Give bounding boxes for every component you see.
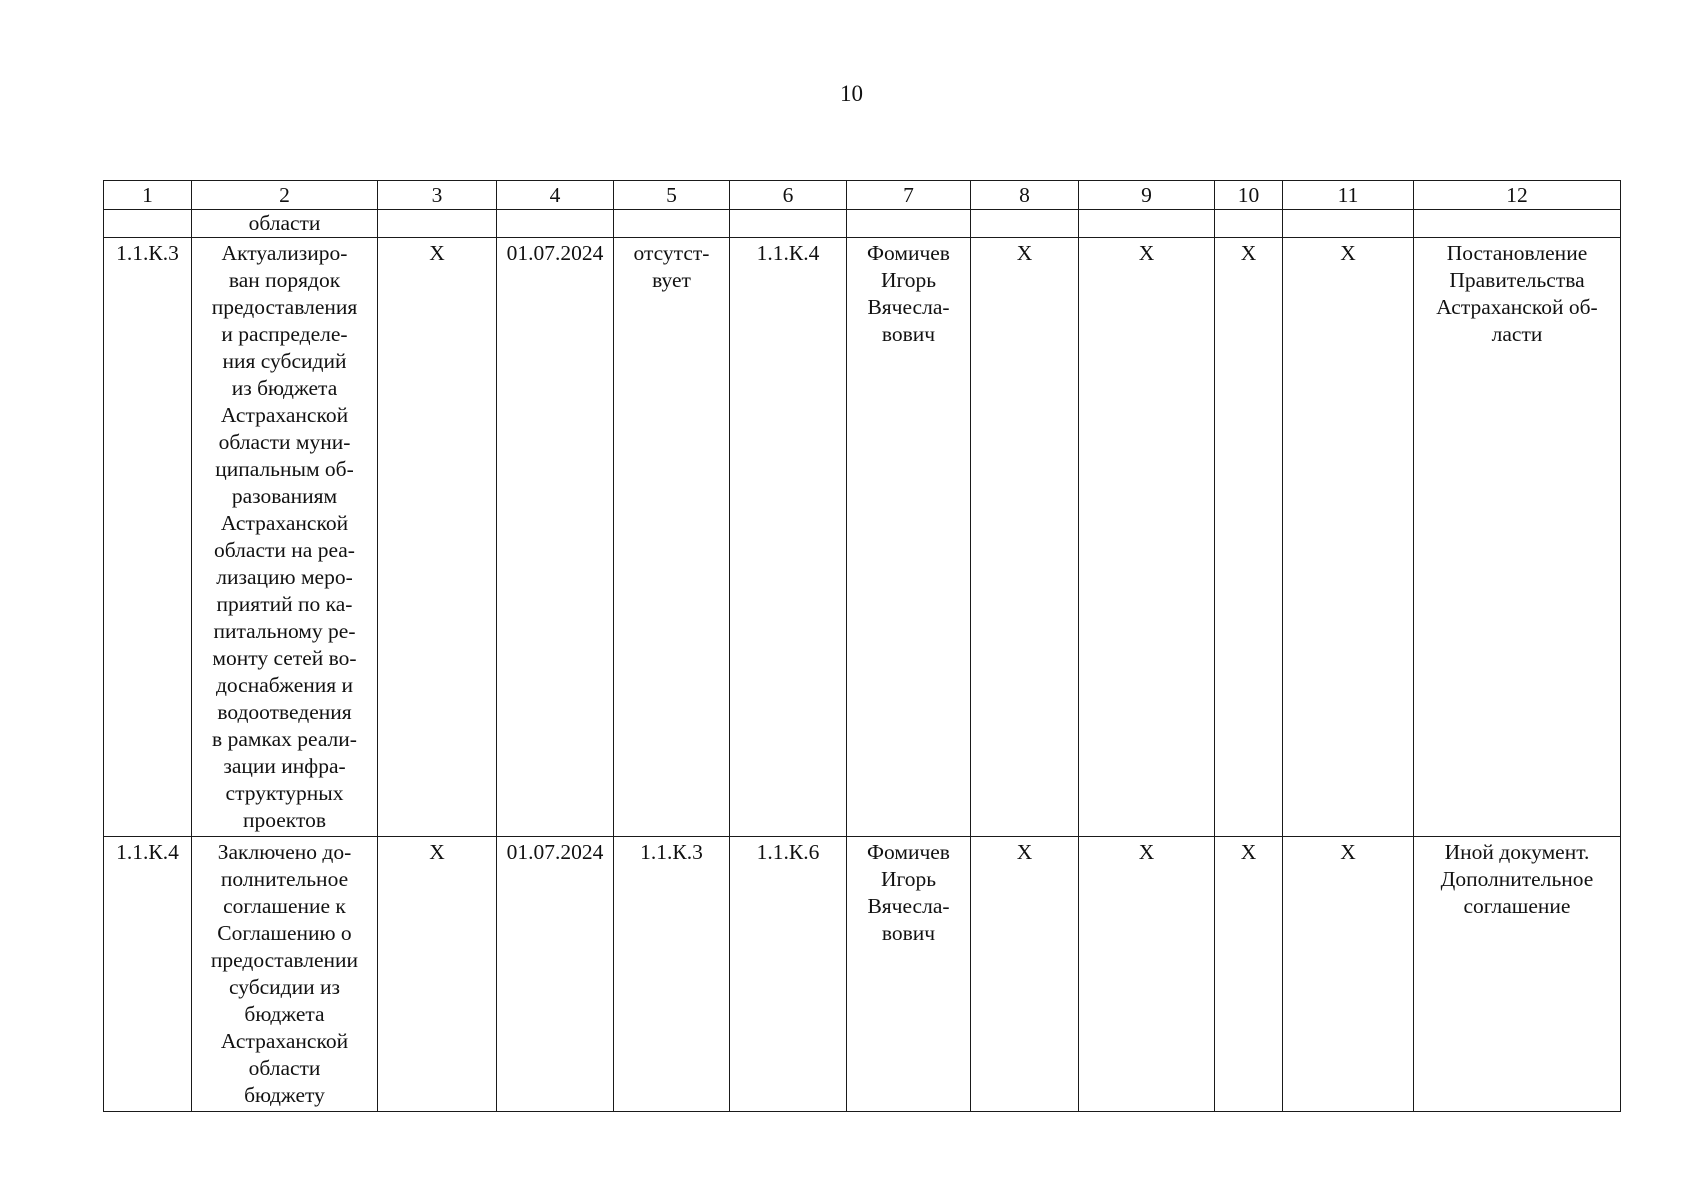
column-number-header: 9	[1079, 181, 1215, 210]
column-number-header-row	[104, 181, 1621, 210]
document-type: Иной документ. Дополнительное соглашение	[1414, 837, 1621, 1112]
row-id: 1.1.К.4	[104, 837, 192, 1112]
column-number-header: 2	[192, 181, 378, 210]
column-number-header: 7	[847, 181, 971, 210]
carryover-text: области	[192, 210, 378, 238]
column-number-header: 12	[1414, 181, 1621, 210]
responsible-person: Фомичев Игорь Вячесла- вович	[847, 837, 971, 1112]
control-points-table	[103, 180, 1621, 1112]
successor-cell: 1.1.К.6	[730, 837, 847, 1112]
column-number-header: 11	[1283, 181, 1414, 210]
row-id: 1.1.К.3	[104, 238, 192, 837]
table-row	[104, 238, 1621, 837]
table-cell	[1215, 210, 1283, 238]
result-description: Актуализиро- ван порядок предоставления и распределе- ния субсидий из бюджета Астраханской области муни- ципальным об- разованиям Астраханской области на реа- лизацию меро- приятий по ка- питальному ре- монту сетей во- доснабжения и водоотведения в рамках реали- зации инфра- структурных проектов	[192, 238, 378, 837]
table-cell	[1079, 210, 1215, 238]
table-cell: X	[378, 238, 497, 837]
table-cell	[1283, 210, 1414, 238]
table-cell: X	[1079, 238, 1215, 837]
table-cell: X	[971, 837, 1079, 1112]
predecessor-cell: 1.1.К.3	[614, 837, 730, 1112]
table-cell: X	[1215, 238, 1283, 837]
table-cell: X	[378, 837, 497, 1112]
table-row	[104, 837, 1621, 1112]
table-cell	[847, 210, 971, 238]
table-cell	[497, 210, 614, 238]
date-cell: 01.07.2024	[497, 837, 614, 1112]
document-type: Постановление Правительства Астраханской об- ласти	[1414, 238, 1621, 837]
column-number-header: 10	[1215, 181, 1283, 210]
table-cell: X	[1215, 837, 1283, 1112]
table-cell	[614, 210, 730, 238]
table-cell	[971, 210, 1079, 238]
date-cell: 01.07.2024	[497, 238, 614, 837]
responsible-person: Фомичев Игорь Вячесла- вович	[847, 238, 971, 837]
table-cell: X	[1079, 837, 1215, 1112]
table-cell: X	[1283, 238, 1414, 837]
table-cell: X	[1283, 837, 1414, 1112]
column-number-header: 5	[614, 181, 730, 210]
table-cell	[378, 210, 497, 238]
column-number-header: 8	[971, 181, 1079, 210]
result-description: Заключено до- полнительное соглашение к Соглашению о предоставлении субсидии из бюджета Астраханской области бюджету	[192, 837, 378, 1112]
column-number-header: 1	[104, 181, 192, 210]
predecessor-cell: отсутст- вует	[614, 238, 730, 837]
carryover-row	[104, 210, 1621, 238]
successor-cell: 1.1.К.4	[730, 238, 847, 837]
table-cell: X	[971, 238, 1079, 837]
table-cell	[104, 210, 192, 238]
column-number-header: 4	[497, 181, 614, 210]
table-cell	[1414, 210, 1621, 238]
column-number-header: 6	[730, 181, 847, 210]
table-cell	[730, 210, 847, 238]
column-number-header: 3	[378, 181, 497, 210]
page-number: 10	[840, 81, 863, 106]
